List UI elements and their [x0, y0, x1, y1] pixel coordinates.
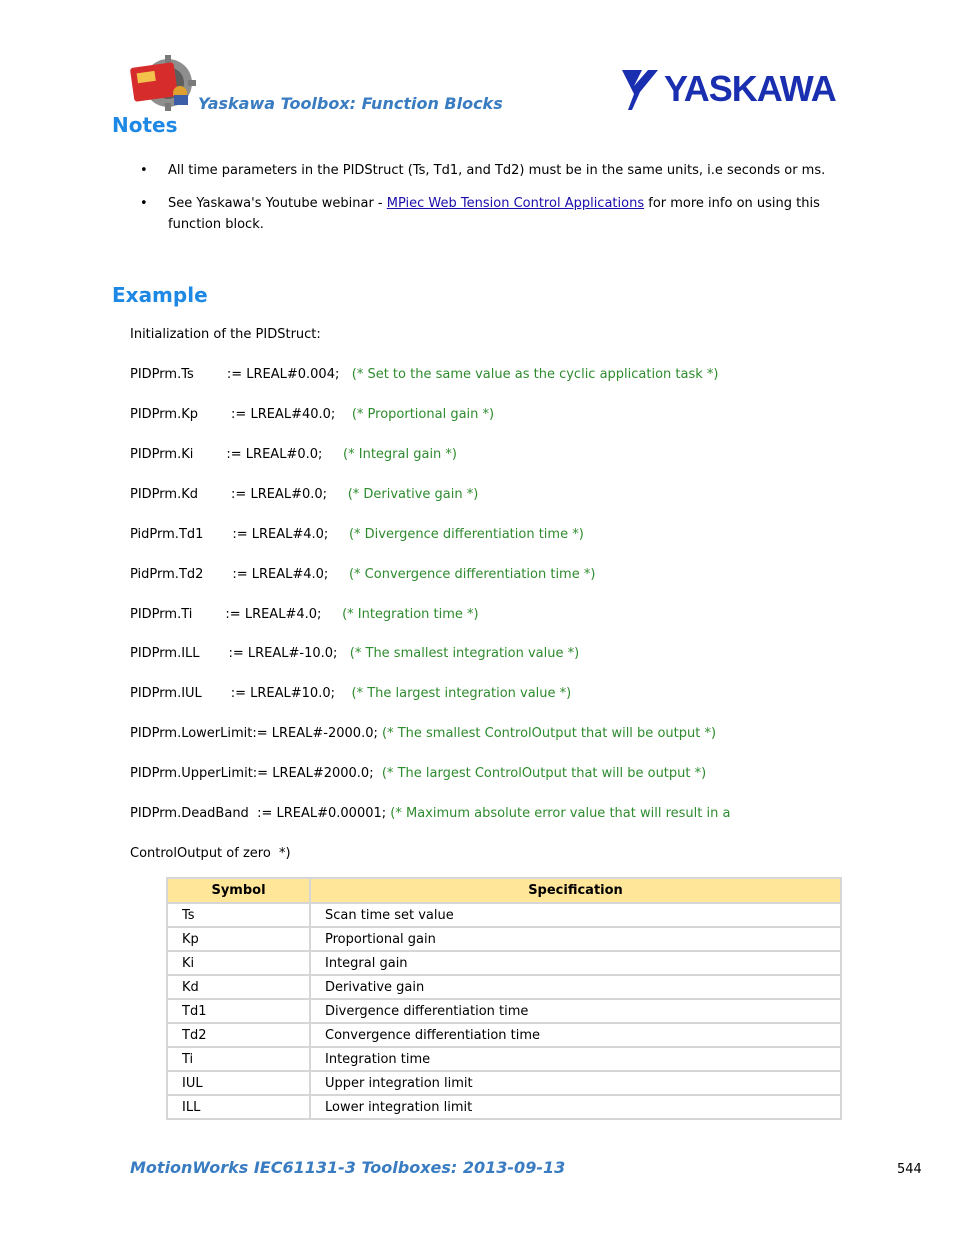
code-comment: (* Integration time *)	[342, 607, 479, 622]
cell-symbol: Kd	[167, 975, 310, 999]
cell-symbol: Td2	[167, 1023, 310, 1047]
code-comment: (* The largest ControlOutput that will be output *)	[381, 766, 707, 781]
code-text: PIDPrm.Kp := LREAL#40.0;	[130, 407, 352, 422]
footer-title: MotionWorks IEC61131-3 Toolboxes: 2013-09-13	[130, 1158, 566, 1177]
cell-symbol: ILL	[167, 1095, 310, 1119]
example-intro: Initialization of the PIDStruct:	[130, 327, 321, 342]
code-comment: (* The largest integration value *)	[351, 686, 572, 701]
cell-specification: Proportional gain	[310, 927, 841, 951]
cell-symbol: Td1	[167, 999, 310, 1023]
note-text: for more info on using this function block.	[168, 196, 820, 232]
code-line	[130, 806, 730, 821]
code-text: PIDPrm.Ti := LREAL#4.0;	[130, 607, 343, 622]
cell-symbol: Ts	[167, 903, 310, 927]
cell-specification: Convergence differentiation time	[310, 1023, 841, 1047]
cell-specification: Divergence differentiation time	[310, 999, 841, 1023]
table-header-row	[167, 878, 841, 903]
code-comment: (* The smallest integration value *)	[349, 646, 580, 661]
webinar-link[interactable]: MPiec Web Tension Control Applications	[386, 196, 645, 211]
bullet-icon: •	[140, 163, 148, 178]
code-comment: (* Divergence differentiation time *)	[348, 527, 584, 542]
code-line	[130, 407, 494, 422]
code-text: PIDPrm.DeadBand := LREAL#0.00001;	[130, 806, 391, 821]
table-row	[167, 1023, 841, 1047]
code-comment: (* Integral gain *)	[343, 447, 457, 462]
code-comment: (* Maximum absolute error value that will result in a	[390, 806, 731, 821]
code-line	[130, 846, 291, 861]
note-text: See Yaskawa's Youtube webinar -	[168, 196, 387, 211]
code-text: PIDPrm.Kd := LREAL#0.0;	[130, 487, 348, 502]
cell-specification: Upper integration limit	[310, 1071, 841, 1095]
table-row	[167, 1047, 841, 1071]
code-text: PIDPrm.UpperLimit:= LREAL#2000.0;	[130, 766, 382, 781]
notes-heading: Notes	[112, 113, 178, 137]
header-title: Yaskawa Toolbox: Function Blocks	[198, 94, 503, 113]
spec-table	[166, 877, 842, 1120]
toolbox-logo-icon	[128, 55, 200, 111]
code-text: PIDPrm.ILL := LREAL#-10.0;	[130, 646, 350, 661]
code-line	[130, 447, 457, 462]
code-line	[130, 686, 571, 701]
code-text: PidPrm.Td1 := LREAL#4.0;	[130, 527, 349, 542]
code-line	[130, 527, 584, 542]
table-row	[167, 951, 841, 975]
bullet-icon: •	[140, 196, 148, 211]
cell-specification: Integral gain	[310, 951, 841, 975]
code-comment: (* Derivative gain *)	[347, 487, 479, 502]
code-comment: (* The smallest ControlOutput that will be output *)	[382, 726, 717, 741]
code-comment: (* Convergence differentiation time *)	[348, 567, 596, 582]
cell-specification: Scan time set value	[310, 903, 841, 927]
column-header-symbol: Symbol	[167, 878, 310, 903]
code-line	[130, 567, 595, 582]
code-text: PIDPrm.IUL := LREAL#10.0;	[130, 686, 352, 701]
code-text: PIDPrm.Ki := LREAL#0.0;	[130, 447, 344, 462]
code-line	[130, 646, 579, 661]
cell-symbol: Kp	[167, 927, 310, 951]
brand-logo-text: YASKAWA	[664, 68, 836, 109]
code-comment: (* Set to the same value as the cyclic application task *)	[351, 367, 719, 382]
code-text: PIDPrm.Ts := LREAL#0.004;	[130, 367, 352, 382]
cell-symbol: Ki	[167, 951, 310, 975]
cell-symbol: Ti	[167, 1047, 310, 1071]
code-line	[130, 487, 478, 502]
notes-list	[140, 160, 830, 247]
code-text: PidPrm.Td2 := LREAL#4.0;	[130, 567, 349, 582]
note-text: All time parameters in the PIDStruct (Ts, Td1, and Td2) must be in the same units, i.e seconds or ms.	[168, 163, 826, 178]
column-header-specification: Specification	[310, 878, 841, 903]
code-comment: (* Proportional gain *)	[351, 407, 495, 422]
cell-specification: Integration time	[310, 1047, 841, 1071]
table-row	[167, 927, 841, 951]
list-item	[140, 160, 830, 181]
table-row	[167, 1071, 841, 1095]
yaskawa-logo	[620, 64, 846, 112]
cell-specification: Derivative gain	[310, 975, 841, 999]
code-line	[130, 726, 716, 741]
table-row	[167, 999, 841, 1023]
code-text: PIDPrm.LowerLimit:= LREAL#-2000.0;	[130, 726, 382, 741]
cell-symbol: IUL	[167, 1071, 310, 1095]
cell-specification: Lower integration limit	[310, 1095, 841, 1119]
code-text: ControlOutput of zero *)	[130, 846, 291, 861]
page-number: 544	[897, 1162, 922, 1177]
example-heading: Example	[112, 283, 208, 307]
code-line	[130, 607, 479, 622]
table-row	[167, 975, 841, 999]
code-line	[130, 367, 719, 382]
code-line	[130, 766, 706, 781]
table-row	[167, 1095, 841, 1119]
list-item	[140, 193, 830, 235]
table-row	[167, 903, 841, 927]
